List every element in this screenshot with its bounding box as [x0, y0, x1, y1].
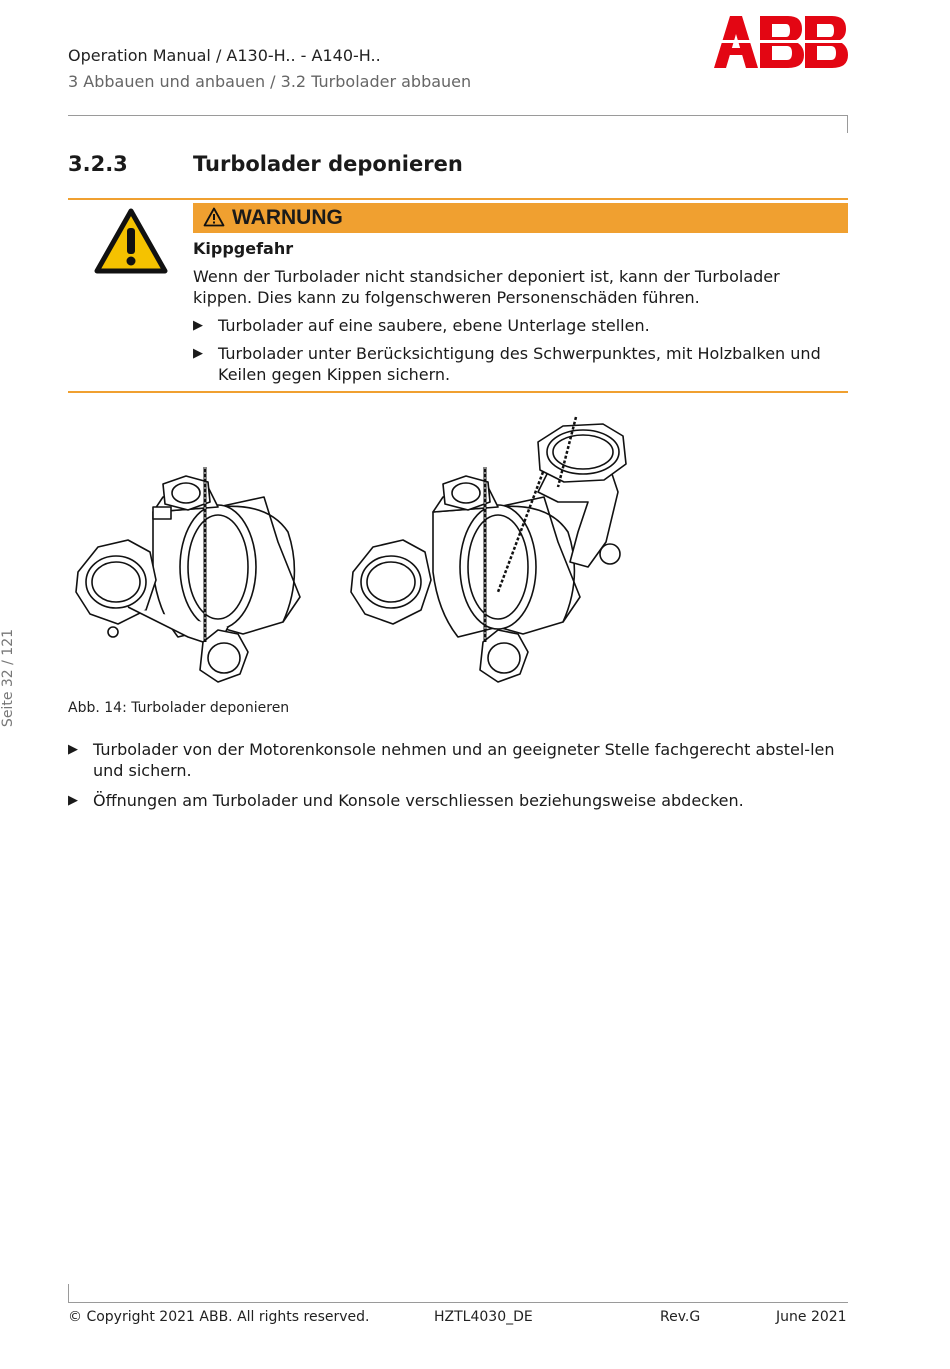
warning-label: WARNUNG: [232, 206, 343, 229]
footer-date: June 2021: [776, 1309, 847, 1325]
side-page-number: Seite 32 / 121: [0, 628, 16, 728]
figure-caption: Abb. 14: Turbolader deponieren: [68, 700, 290, 716]
instruction-text: Turbolader von der Motorenkonsole nehmen und an geeigneter Stelle fachgerecht abstel-len und sichern.: [93, 740, 835, 780]
warning-bottom-rule: [68, 391, 848, 393]
instruction-text: Öffnungen am Turbolader und Konsole verschliessen beziehungsweise abdecken.: [93, 791, 744, 810]
header-rule: [68, 115, 848, 116]
footer-revision: Rev.G: [660, 1309, 701, 1325]
warning-bullet-text: Turbolader auf eine saubere, ebene Unterlage stellen.: [218, 316, 650, 335]
turbocharger-illustration: [68, 412, 628, 697]
instruction-item: [68, 739, 848, 781]
footer-rule: [68, 1302, 848, 1303]
bullet-triangle-icon: ▶: [193, 346, 203, 361]
warning-bullet: [193, 315, 843, 336]
abb-logo: [712, 16, 848, 68]
warning-bullet-text: Turbolader unter Berücksichtigung des Schwerpunktes, mit Holzbalken und Keilen gegen Kippen sichern.: [218, 344, 821, 384]
section-title: Turbolader deponieren: [193, 152, 463, 176]
warning-triangle-icon: [94, 208, 168, 274]
bullet-triangle-icon: ▶: [68, 742, 78, 757]
breadcrumb: 3 Abbauen und anbauen / 3.2 Turbolader abbauen: [68, 72, 472, 91]
warning-small-icon: [203, 207, 225, 227]
footer-rule-tick: [68, 1284, 69, 1302]
section-number: 3.2.3: [68, 152, 128, 176]
footer-doc-id: HZTL4030_DE: [434, 1309, 533, 1325]
header-rule-tick: [847, 115, 848, 133]
instruction-item: [68, 790, 848, 811]
warning-heading: Kippgefahr: [193, 239, 294, 258]
footer-copyright: © Copyright 2021 ABB. All rights reserved.: [68, 1309, 370, 1325]
turbocharger-right-drawing: [351, 417, 626, 682]
warning-top-rule: [68, 198, 848, 200]
turbocharger-left-drawing: [76, 467, 300, 682]
bullet-triangle-icon: ▶: [193, 318, 203, 333]
warning-bullet: [193, 343, 843, 385]
document-title: Operation Manual / A130-H.. - A140-H..: [68, 46, 381, 65]
bullet-triangle-icon: ▶: [68, 793, 78, 808]
warning-text: Wenn der Turbolader nicht standsicher deponiert ist, kann der Turbolader kippen. Dies kann zu folgenschweren Personenschäden führen.: [193, 267, 780, 307]
